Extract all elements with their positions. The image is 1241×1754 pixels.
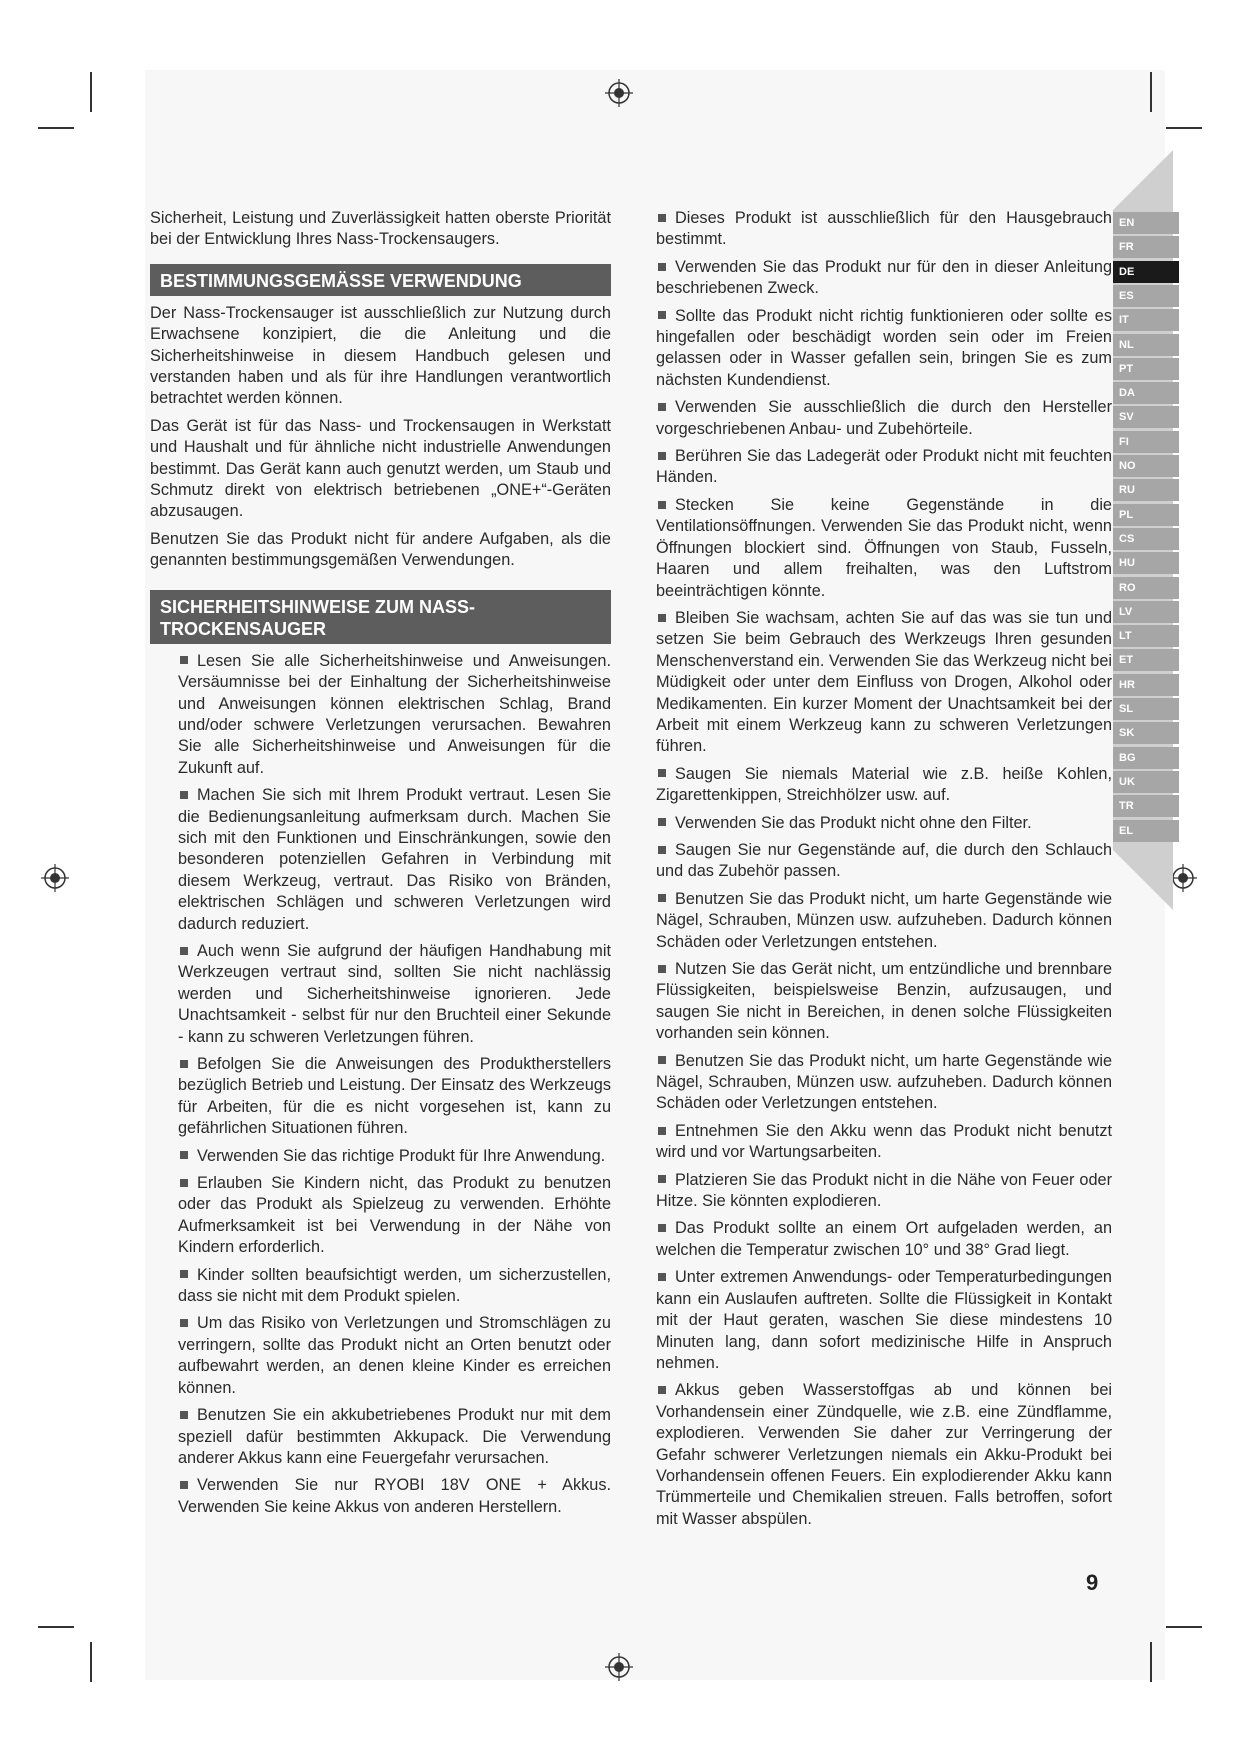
crop-mark xyxy=(1150,1642,1152,1682)
list-item-text: Erlauben Sie Kindern nicht, das Produkt zu benutzen oder das Produkt als Spielzeug zu verwenden. Erhöhte Aufmerksamkeit ist bei Verwendung in der Nähe von Kindern erforderlich. xyxy=(178,1174,611,1257)
list-item-text: Stecken Sie keine Gegenstände in die Ventilationsöffnungen. Verwenden Sie das Produkt nicht, wenn Öffnungen blockiert sind. Öffnungen von Staub, Fusseln, Haaren und allem freihalten, was den Luftstrom beeinträchtigen könnte. xyxy=(656,495,1112,600)
crop-mark xyxy=(38,127,74,129)
language-tab-uk[interactable]: UK xyxy=(1113,771,1179,793)
language-tab-de[interactable]: DE xyxy=(1113,261,1179,283)
list-item-text: Befolgen Sie die Anweisungen des Produktherstellers bezüglich Betrieb und Leistung. Der Einsatz des Werkzeugs für Arbeiten, für die es nicht vorgesehen ist, kann zu gefährlichen Situationen führen. xyxy=(178,1055,611,1138)
paragraph: Der Nass-Trockensauger ist ausschließlich zur Nutzung durch Erwachsene konzipiert, die die Anleitung und die Sicherheitshinweise in diesem Handbuch gelesen und verstanden haben und als für ihre Handlungen verantwortlich betrachtet werden können. xyxy=(150,303,611,408)
list-item xyxy=(178,1173,611,1259)
list-item xyxy=(178,785,611,935)
language-tab-ro[interactable]: RO xyxy=(1113,577,1179,599)
list-item xyxy=(656,495,1112,602)
language-tab-sl[interactable]: SL xyxy=(1113,698,1179,720)
bullet-icon xyxy=(658,311,666,319)
section-heading-intended-use: BESTIMMUNGSGEMÄSSE VERWENDUNG xyxy=(150,264,611,296)
language-tab-hu[interactable]: HU xyxy=(1113,552,1179,574)
language-tab-et[interactable]: ET xyxy=(1113,649,1179,671)
bullet-icon xyxy=(658,614,666,622)
bullet-icon xyxy=(658,846,666,854)
list-item-text: Entnehmen Sie den Akku wenn das Produkt nicht benutzt wird und vor Wartungsarbeiten. xyxy=(656,1121,1112,1162)
list-item-text: Verwenden Sie das Produkt nur für den in dieser Anleitung beschriebenen Zweck. xyxy=(656,257,1112,298)
language-tab-sv[interactable]: SV xyxy=(1113,406,1179,428)
bullet-icon xyxy=(658,263,666,271)
language-tab-cs[interactable]: CS xyxy=(1113,528,1179,550)
list-item-text: Benutzen Sie das Produkt nicht, um harte Gegenstände wie Nägel, Schrauben, Münzen usw. aufzuheben. Dadurch können Schäden oder Verletzungen entstehen. xyxy=(656,889,1112,951)
language-tab-sk[interactable]: SK xyxy=(1113,722,1179,744)
bullet-icon xyxy=(658,1056,666,1064)
list-item xyxy=(656,257,1112,300)
bullet-icon xyxy=(658,1386,666,1394)
language-tab-bg[interactable]: BG xyxy=(1113,747,1179,769)
left-column xyxy=(150,208,611,1524)
language-tab-es[interactable]: ES xyxy=(1113,285,1179,307)
language-tab-en[interactable]: EN xyxy=(1113,212,1179,234)
list-item xyxy=(178,1475,611,1518)
list-item xyxy=(656,1051,1112,1115)
crop-mark xyxy=(1150,72,1152,112)
paragraph: Das Gerät ist für das Nass- und Trockensaugen in Werkstatt und Haushalt und für ähnliche nicht industrielle Anwendungen bestimmt. Das Gerät kann auch genutzt werden, um Staub und Schmutz direkt von elektrisch betriebenen „ONE+“-Geräten abzusaugen. xyxy=(150,416,611,521)
list-item-text: Lesen Sie alle Sicherheitshinweise und Anweisungen. Versäumnisse bei der Einhaltung der Sicherheitshinweise und Anweisungen können elektrischen Schlag, Brand und/oder schwere Verletzungen verursachen. Bewahren Sie alle Sicherheitshinweise und Anweisungen für die Zukunft auf. xyxy=(178,651,611,777)
list-item-text: Verwenden Sie ausschließlich die durch den Hersteller vorgeschriebenen Anbau- und Zubehörteile. xyxy=(656,398,1112,438)
language-tab-el[interactable]: EL xyxy=(1113,820,1179,842)
list-item xyxy=(656,397,1112,440)
bullet-icon xyxy=(180,947,188,955)
registration-mark-icon xyxy=(40,863,70,893)
list-item xyxy=(656,1218,1112,1261)
list-item-text: Kinder sollten beaufsichtigt werden, um sicherzustellen, dass sie nicht mit dem Produkt spielen. xyxy=(178,1265,611,1306)
crop-mark xyxy=(1166,127,1202,129)
page-number: 9 xyxy=(1086,1570,1099,1595)
crop-mark xyxy=(38,1626,74,1628)
list-item xyxy=(656,889,1112,953)
bullet-icon xyxy=(658,501,666,509)
safety-list-continued xyxy=(656,208,1112,1530)
bullet-icon xyxy=(658,214,666,222)
safety-list xyxy=(150,651,611,1518)
paragraph: Benutzen Sie das Produkt nicht für andere Aufgaben, als die genannten bestimmungsgemäßen Verwendungen. xyxy=(150,529,611,570)
bullet-icon xyxy=(658,1224,666,1232)
bullet-icon xyxy=(658,1175,666,1183)
list-item xyxy=(656,208,1112,251)
list-item xyxy=(178,651,611,779)
list-item-text: Benutzen Sie das Produkt nicht, um harte Gegenstände wie Nägel, Schrauben, Münzen usw. aufzuheben. Dadurch können Schäden oder Verletzungen entstehen. xyxy=(656,1051,1112,1113)
crop-mark xyxy=(90,72,92,112)
bullet-icon xyxy=(658,894,666,902)
heading-line: TROCKENSAUGER xyxy=(160,618,327,639)
list-item xyxy=(178,1265,611,1308)
language-tab-pl[interactable]: PL xyxy=(1113,504,1179,526)
language-tab-lt[interactable]: LT xyxy=(1113,625,1179,647)
list-item xyxy=(656,959,1112,1045)
language-tab-ru[interactable]: RU xyxy=(1113,479,1179,501)
bullet-icon xyxy=(658,452,666,460)
language-tab-hr[interactable]: HR xyxy=(1113,674,1179,696)
list-item xyxy=(178,1054,611,1140)
list-item xyxy=(656,608,1112,758)
section-heading-safety xyxy=(150,590,611,644)
list-item xyxy=(656,446,1112,489)
list-item-text: Nutzen Sie das Gerät nicht, um entzündliche und brennbare Flüssigkeiten, beispielsweise Benzin, aufzusaugen, und saugen Sie nicht in Bereichen, in denen solche Flüssigkeiten vorhanden sein können. xyxy=(656,960,1112,1043)
bullet-icon xyxy=(180,1319,188,1327)
list-item xyxy=(178,1146,611,1167)
list-item-text: Benutzen Sie ein akkubetriebenes Produkt nur mit dem speziell dafür bestimmten Akkupack. Die Verwendung anderer Akkus kann eine Feuergefahr verursachen. xyxy=(178,1406,611,1467)
bullet-icon xyxy=(658,403,666,411)
heading-line: SICHERHEITSHINWEISE ZUM NASS- xyxy=(160,596,476,617)
language-tab-tr[interactable]: TR xyxy=(1113,795,1179,817)
list-item xyxy=(178,941,611,1048)
list-item-text: Machen Sie sich mit Ihrem Produkt vertraut. Lesen Sie die Bedienungsanleitung aufmerksam durch. Machen Sie sich mit den Funktionen und Einschränkungen, sowie den besonderen potenziellen Gefahren in Verbindung mit diesem Werkzeug, vertraut. Das Risiko von Bränden, elektrischen Schlägen und schweren Verletzungen wird dadurch reduziert. xyxy=(178,786,611,933)
bullet-icon xyxy=(658,965,666,973)
bullet-icon xyxy=(180,1179,188,1187)
list-item-text: Verwenden Sie nur RYOBI 18V ONE + Akkus. Verwenden Sie keine Akkus von anderen Herstellern. xyxy=(178,1476,611,1516)
language-tab-fr[interactable]: FR xyxy=(1113,236,1179,258)
language-tab-no[interactable]: NO xyxy=(1113,455,1179,477)
list-item-text: Bleiben Sie wachsam, achten Sie auf das was sie tun und setzen Sie beim Gebrauch des Werkzeugs Ihren gesunden Menschenverstand ein. Verwenden Sie das Werkzeug nicht bei Müdigkeit oder unter dem Einfluss von Drogen, Alkohol oder Medikamenten. Ein kurzer Moment der Unachtsamkeit bei der Arbeit mit einem Werkzeug kann zu schweren Verletzungen führen. xyxy=(656,608,1112,756)
language-tab-fi[interactable]: FI xyxy=(1113,431,1179,453)
crop-mark xyxy=(90,1642,92,1682)
list-item-text: Berühren Sie das Ladegerät oder Produkt nicht mit feuchten Händen. xyxy=(656,447,1112,487)
language-tab-it[interactable]: IT xyxy=(1113,309,1179,331)
list-item-text: Saugen Sie niemals Material wie z.B. heiße Kohlen, Zigarettenkippen, Streichhölzer usw. auf. xyxy=(656,764,1112,805)
bullet-icon xyxy=(180,1060,188,1068)
list-item-text: Verwenden Sie das richtige Produkt für Ihre Anwendung. xyxy=(197,1146,606,1165)
list-item xyxy=(656,1267,1112,1374)
language-tab-pt[interactable]: PT xyxy=(1113,358,1179,380)
list-item xyxy=(178,1405,611,1469)
list-item-text: Sollte das Produkt nicht richtig funktionieren oder sollte es hingefallen oder beschädigt worden sein oder im Freien gelassen oder in Wasser gefallen sein, bringen Sie es zum nächsten Kundendienst. xyxy=(656,306,1112,389)
bullet-icon xyxy=(658,1273,666,1281)
list-item-text: Unter extremen Anwendungs- oder Temperaturbedingungen kann ein Auslaufen auftreten. Sollte die Flüssigkeit in Kontakt mit der Haut geraten, waschen Sie diese mindestens 10 Minuten lang, dann sofort medizinische Hilfe in Anspruch nehmen. xyxy=(656,1268,1112,1372)
bullet-icon xyxy=(180,791,188,799)
list-item-text: Das Produkt sollte an einem Ort aufgeladen werden, an welchen die Temperatur zwischen 10° und 38° Grad liegt. xyxy=(656,1219,1112,1259)
bullet-icon xyxy=(180,656,188,664)
registration-mark-icon xyxy=(604,1652,634,1682)
bullet-icon xyxy=(658,769,666,777)
list-item xyxy=(656,764,1112,807)
bullet-icon xyxy=(180,1151,188,1159)
list-item xyxy=(656,1170,1112,1213)
bullet-icon xyxy=(180,1481,188,1489)
list-item-text: Saugen Sie nur Gegenstände auf, die durch den Schlauch und das Zubehör passen. xyxy=(656,840,1112,881)
bullet-icon xyxy=(658,1127,666,1135)
right-column xyxy=(656,208,1112,1536)
crop-mark xyxy=(1166,1626,1202,1628)
list-item-text: Dieses Produkt ist ausschließlich für den Hausgebrauch bestimmt. xyxy=(656,209,1112,249)
bullet-icon xyxy=(180,1411,188,1419)
list-item xyxy=(656,1380,1112,1530)
list-item xyxy=(656,840,1112,883)
intro-paragraph: Sicherheit, Leistung und Zuverlässigkeit hatten oberste Priorität bei der Entwicklung Ihres Nass-Trockensaugers. xyxy=(150,209,611,249)
list-item xyxy=(656,306,1112,392)
list-item xyxy=(178,1313,611,1399)
language-tab-nl[interactable]: NL xyxy=(1113,334,1179,356)
bullet-icon xyxy=(658,818,666,826)
bullet-icon xyxy=(180,1270,188,1278)
language-tab-da[interactable]: DA xyxy=(1113,382,1179,404)
list-item xyxy=(656,1121,1112,1164)
list-item-text: Platzieren Sie das Produkt nicht in die Nähe von Feuer oder Hitze. Sie könnten explodieren. xyxy=(656,1170,1112,1211)
list-item-text: Akkus geben Wasserstoffgas ab und können bei Vorhandensein einer Zündquelle, wie z.B. eine Zündflamme, explodieren. Verwenden Sie daher zur Verringerung der Gefahr schwerer Verletzungen niemals ein Akku-Produkt bei Vorhandensein offenen Feuers. Ein explodierender Akku kann Trümmerteile und Chemikalien streuen. Falls betroffen, sofort mit Wasser abspülen. xyxy=(656,1381,1112,1528)
registration-mark-icon xyxy=(604,78,634,108)
list-item-text: Verwenden Sie das Produkt nicht ohne den Filter. xyxy=(675,813,1032,832)
list-item xyxy=(656,813,1112,834)
list-item-text: Um das Risiko von Verletzungen und Stromschlägen zu verringern, sollte das Produkt nicht an Orten benutzt oder aufbewahrt werden, an denen kleine Kinder es erreichen können. xyxy=(178,1314,611,1397)
list-item-text: Auch wenn Sie aufgrund der häufigen Handhabung mit Werkzeugen vertraut sind, sollten Sie nicht nachlässig werden und Sicherheitshinweise ignorieren. Jede Unachtsamkeit - selbst für nur den Bruchteil einer Sekunde - kann zu schweren Verletzungen führen. xyxy=(178,941,611,1046)
language-tab-lv[interactable]: LV xyxy=(1113,601,1179,623)
